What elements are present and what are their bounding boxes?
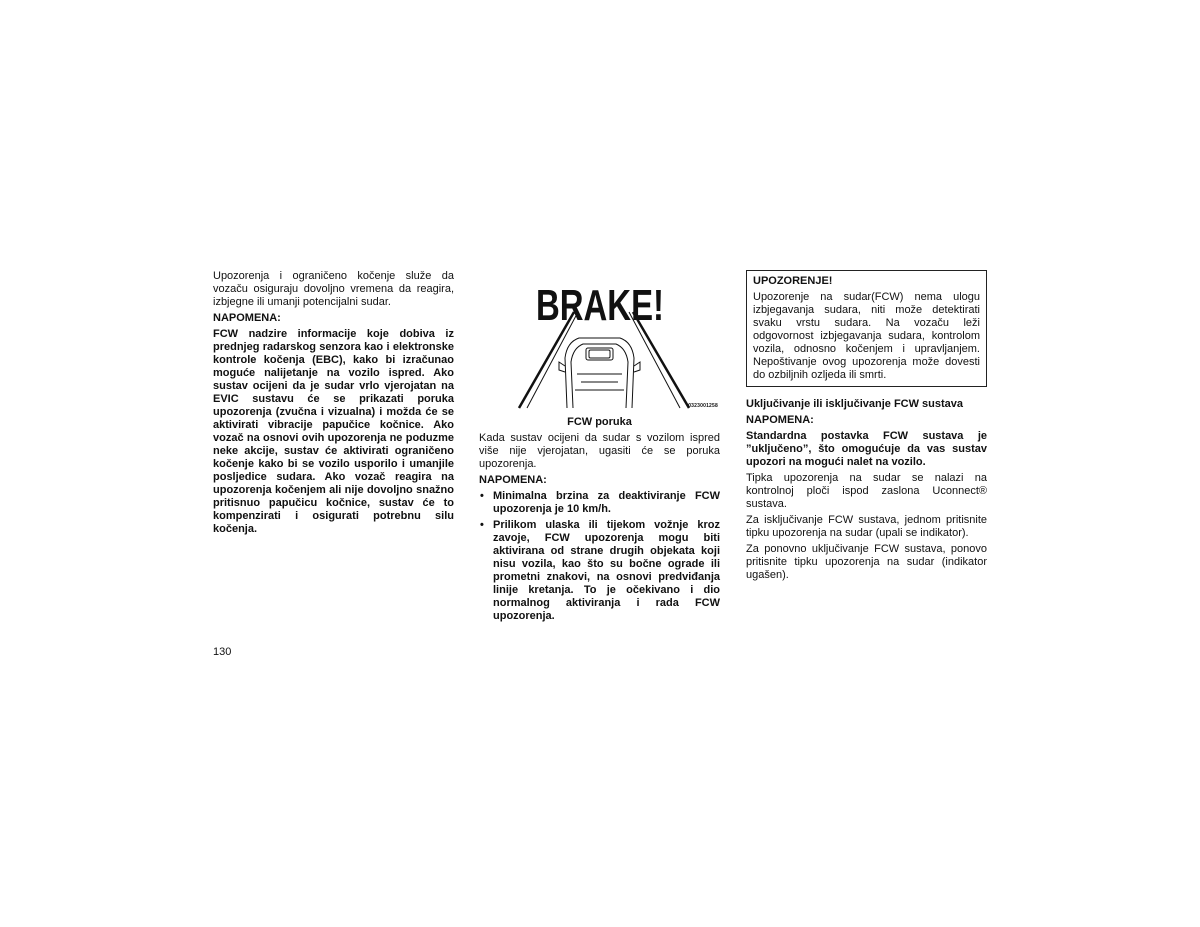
right-column [746, 270, 987, 585]
fcw-figure [479, 270, 720, 416]
warning-text: Upozorenje na sudar(FCW) nema ulogu izbjegavanja sudara, niti može detektirati svaku vrstu sudara. Na vozaču leži odgovornost izbjegavanja sudara, kontrolom vozila, odnosno kočenjem i upravljanjem. Nepoštivanje ovog upozorenja može dovesti do ozbiljnih ozljeda ili smrti. [753, 291, 980, 381]
list-item: • Minimalna brzina za deaktiviranje FCW upozorenja je 10 km/h. [479, 490, 720, 516]
car-rear-icon [559, 338, 640, 408]
fcw-illustration [479, 270, 720, 416]
figure-code: 0323001258 [688, 403, 718, 409]
note-bullet-list [479, 490, 720, 623]
figure-caption: FCW poruka [567, 416, 632, 428]
section-heading: Uključivanje ili isključivanje FCW sustava [746, 398, 964, 410]
middle-column [479, 270, 720, 626]
left-column [213, 270, 454, 539]
right-note-heading: NAPOMENA: [746, 414, 814, 426]
right-note-text: Standardna postavka FCW sustava je ”uključeno”, što omogućuje da vas sustav upozori na mogući nalet na vozilo. [746, 430, 987, 468]
warning-title: UPOZORENJE! [753, 275, 833, 287]
note-heading: NAPOMENA: [213, 312, 281, 324]
list-item: • Prilikom ulaska ili tijekom vožnje kroz zavoje, FCW upozorenja mogu biti aktivirana od strane drugih objekata koji nisu vozila, kao što su bočne ograde ili prometni znakovi, na osnovi predviđanja linije kretanja. To je očekivano i dio normalnog aktiviranja i rada FCW upozorenja. [479, 519, 720, 623]
right-paragraph: Za ponovno uključivanje FCW sustava, ponovo pritisnite tipku upozorenja na sudar (indikator ugašen). [746, 543, 987, 581]
warning-box [746, 270, 987, 387]
brake-warning-text: BRAKE! [536, 281, 664, 330]
note-text: FCW nadzire informacije koje dobiva iz prednjeg radarskog senzora kao i elektronske kontrole kočenja (EBC), kako bi izračunao moguće nalijetanje na vozilo ispred. Ako sustav ocijeni da je sudar vrlo vjerojatan na EVIC sustavu će se prikazati poruka upozorenja (zvučna i vizualna) i možda će se aktivirati vibracije papučice kočnice. Ako vozač na osnovi ovih upozorenja ne poduzme neke akcije, sustav će aktivirati ograničeno kočenje kako bi se vozilo usporilo i umanjile posljedice sudara. Ako vozač reagira na upozorenja kočenjem ali nije dovoljno snažno pritisnuo papučicu kočnice, sustav će to kompenzirati i osigurati potrebnu silu kočenja. [213, 328, 454, 535]
page-number: 130 [213, 646, 232, 658]
right-paragraph: Tipka upozorenja na sudar se nalazi na kontrolnoj ploči ispod zaslona Uconnect® sustava. [746, 472, 987, 510]
middle-note-heading: NAPOMENA: [479, 474, 547, 486]
right-paragraph: Za isključivanje FCW sustava, jednom pritisnite tipku upozorenja na sudar (upali se indikator). [746, 514, 987, 539]
intro-paragraph: Upozorenja i ograničeno kočenje služe da vozaču osiguraju dovoljno vremena da reagira, izbjegne ili umanji potencijalni sudar. [213, 270, 454, 308]
middle-paragraph: Kada sustav ocijeni da sudar s vozilom ispred više nije vjerojatan, ugasiti će se poruka upozorenja. [479, 432, 720, 470]
